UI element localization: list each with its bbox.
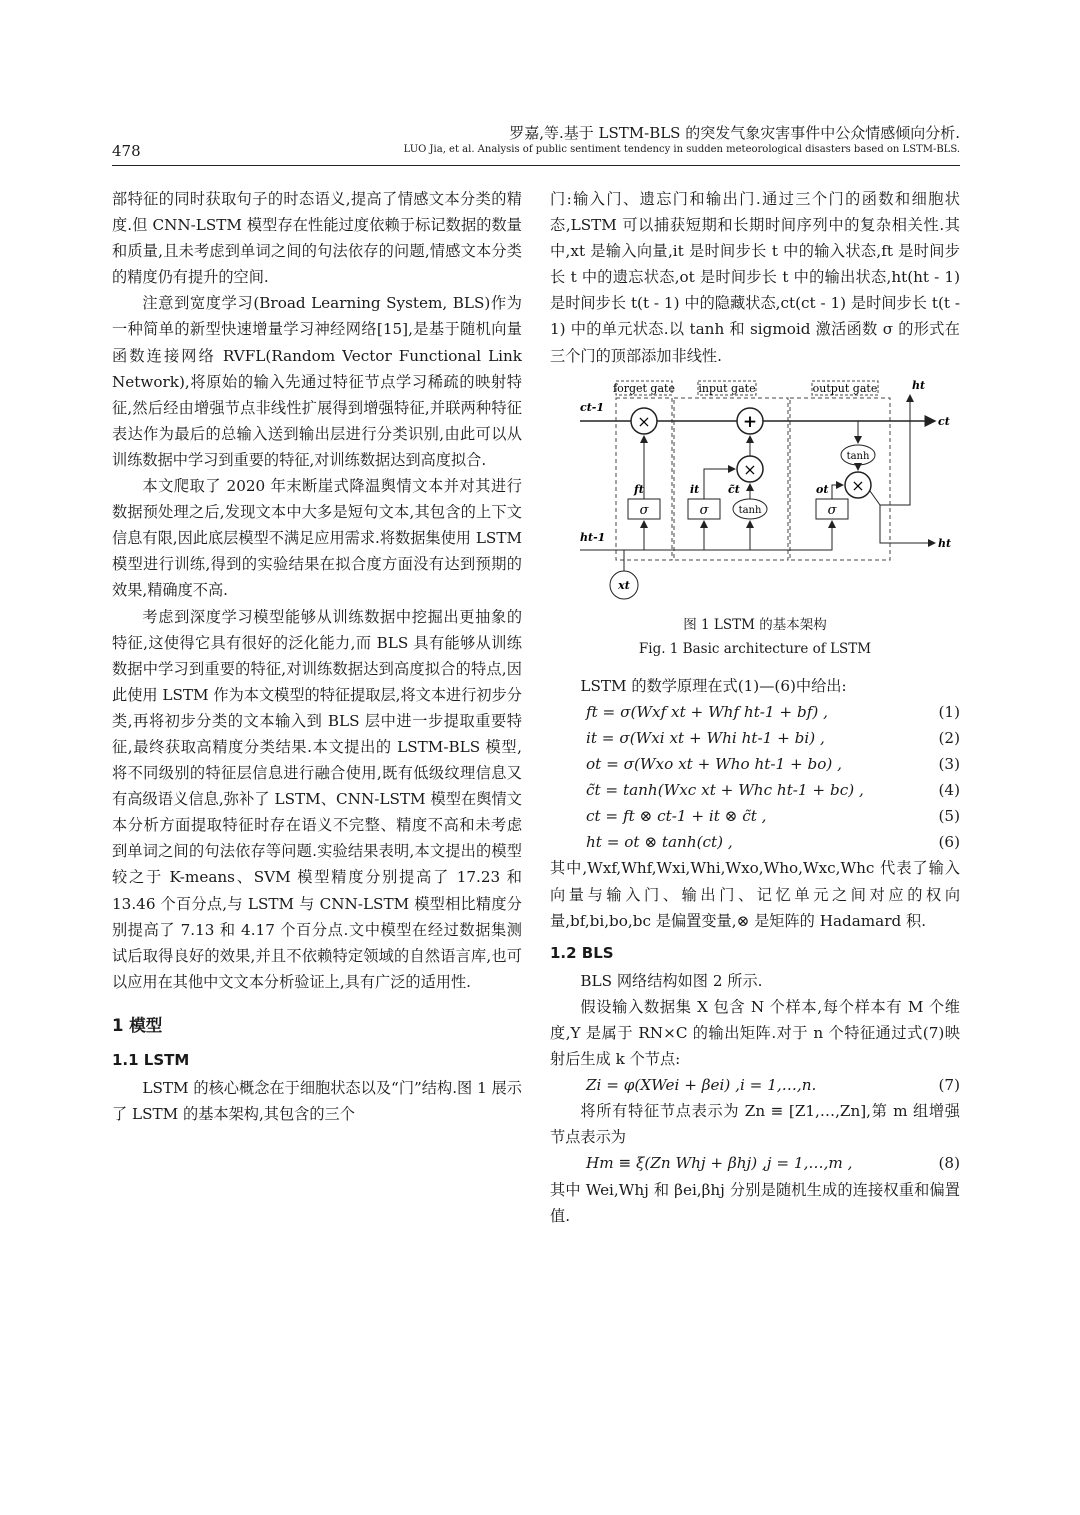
section-heading: 1 模型: [112, 1015, 163, 1035]
o-t-label: ot: [816, 482, 829, 496]
sigma-label: σ: [699, 502, 709, 518]
paragraph: 考虑到深度学习模型能够从训练数据中挖掘出更抽象的特征,这使得它具有很好的泛化能力,而 BLS 具有能够从训练数据中学习到重要的特征,对训练数据达到高度拟合的特点,因此使用 LSTM 作为本文模型的特征提取层,将文本进行初步分类,再将初步分类的文本输入到 BLS 层中进一步提取重要特征,最终获取高精度分类结果.本文提出的 LSTM-BLS 模型,将不同级别的特征层信息进行融合使用,既有低级纹理信息又有高级语义信息,弥补了 LSTM、CNN-LSTM 模型在舆情文本分析方面提取特征时存在语义不完整、精度不高和未考虑到单词之间的句法依存等问题.实验结果表明,本文提出的模型较之于 K-means、SVM 模型精度分别提高了 17.23 和 13.46 个百分点,与 LSTM 与 CNN-LSTM 模型相比精度分别提高了 7.13 和 4.17 个百分点.文中模型在经过数据集测试后取得良好的效果,并且不依赖特定领域的自然语言库,也可以应用在其他中文文本分析验证上,具有广泛的适用性.: [112, 607, 522, 991]
paragraph: 其中 Wei,Whj 和 βei,βhj 分别是随机生成的连接权重和偏置值.: [550, 1180, 960, 1225]
equation: Zi = φ(XWei + βei) ,i = 1,…,n. (7): [586, 1076, 960, 1095]
equation: Hm ≡ ξ(Zn Whj + βhj) ,j = 1,…,m , (8): [586, 1154, 960, 1173]
c-prev-label: ct-1: [580, 400, 604, 414]
tanh-label: tanh: [738, 504, 762, 516]
tanh-label: tanh: [846, 450, 870, 462]
equation: ht = ot ⊗ tanh(ct) , (6): [586, 833, 960, 852]
paragraph: 其中,Wxf,Whf,Wxi,Whi,Wxo,Who,Wxc,Whc 代表了输入向量与输入门、输出门、记忆单元之间对应的权向量,bf,bi,bo,bc 是偏置变量,⊗ 是矩阵的 Hadamard 积.: [550, 859, 960, 930]
paragraph: 部特征的同时获取句子的时态语义,提高了情感文本分类的精度.但 CNN-LSTM 模型存在性能过度依赖于标记数据的数量和质量,且未考虑到单词之间的句法依存的问题,情感文本分类的精度仍有提升的空间.: [112, 190, 522, 287]
lstm-diagram: [550, 375, 960, 605]
paragraph: 将所有特征节点表示为 Zn ≡ [Z1,…,Zn],第 m 组增强节点表示为: [550, 1102, 960, 1147]
paragraph: 注意到宽度学习(Broad Learning System, BLS)作为一种简单的新型快速增量学习神经网络[15],是基于随机向量函数连接网络 RVFL(Random Vector Functional Link Network),将原始的输入先通过特征节点学习稀疏的映射特征,然后经由增强节点非线性扩展得到增强特征,并联两种特征表达作为最后的总输入送到输出层进行分类识别,由此可以从训练数据中学习到重要的特征,对训练数据达到高度拟合.: [112, 294, 522, 469]
i-t-label: it: [690, 482, 700, 496]
c-tilde-label: c̃t: [728, 482, 740, 496]
paragraph: LSTM 的数学原理在式(1)—(6)中给出:: [580, 676, 847, 695]
running-title-en: LUO Jia, et al. Analysis of public sentiment tendency in sudden meteorological disasters based on LSTM-BLS.: [403, 144, 960, 155]
equation: it = σ(Wxi xt + Whi ht-1 + bi) , (2): [586, 728, 960, 747]
figure-caption-en: Fig. 1 Basic architecture of LSTM: [638, 640, 872, 657]
input-gate-label: input gate: [698, 381, 756, 395]
plus-icon: +: [742, 411, 758, 432]
sigma-label: σ: [827, 502, 837, 518]
equation: ct = ft ⊗ ct-1 + it ⊗ c̃t , (5): [586, 807, 960, 826]
paragraph: 本文爬取了 2020 年末断崖式降温舆情文本并对其进行数据预处理之后,发现文本中大多是短句文本,其包含的上下文信息有限,因此底层模型不满足应用需求.将数据集使用 LSTM 模型进行训练,得到的实验结果在拟合度方面没有达到预期的效果,精确度不高.: [112, 477, 522, 600]
running-title-cn: 罗嘉,等.基于 LSTM-BLS 的突发气象灾害事件中公众情感倾向分析.: [509, 124, 960, 142]
input-gate-box: [674, 398, 788, 560]
equation: c̃t = tanh(Wxc xt + Whc ht-1 + bc) , (4): [586, 781, 960, 800]
lstm-figure: [550, 375, 960, 661]
sigma-label: σ: [639, 502, 649, 518]
c-t-label: ct: [938, 414, 950, 428]
equation: ft = σ(Wxf xt + Whf ht-1 + bf) , (1): [586, 702, 960, 721]
paragraph: BLS 网络结构如图 2 所示.: [580, 971, 763, 990]
header-rule: [112, 165, 960, 166]
subsection-heading: 1.1 LSTM: [112, 1051, 190, 1069]
h-t-top-label: ht: [912, 378, 926, 392]
paragraph: 门:输入门、遗忘门和输出门.通过三个门的函数和细胞状态,LSTM 可以捕获短期和长期时间序列中的复杂相关性.其中,xt 是输入向量,it 是时间步长 t 中的输入状态,ft 是时间步长 t 中的遗忘状态,ot 是时间步长 t 中的输出状态,ht(ht - 1) 是时间步长 t(t - 1) 中的隐藏状态,ct(ct - 1) 是时间步长 t(t - 1) 中的单元状态.以 tanh 和 sigmoid 激活函数 σ 的形式在三个门的顶部添加非线性.: [550, 190, 960, 365]
h-t-right-label: ht: [938, 536, 952, 550]
multiply-icon: ×: [743, 459, 757, 479]
forget-gate-label: forget gate: [613, 381, 675, 395]
multiply-icon: ×: [851, 475, 865, 495]
figure-caption-cn: 图 1 LSTM 的基本架构: [683, 616, 827, 633]
paragraph: 假设输入数据集 X 包含 N 个样本,每个样本有 M 个维度,Y 是属于 RN×C 的输出矩阵.对于 n 个特征通过式(7)映射后生成 k 个节点:: [550, 997, 960, 1069]
left-column: [112, 186, 522, 1127]
page-number: 478: [112, 142, 141, 160]
multiply-icon: ×: [637, 411, 651, 431]
right-column: [550, 186, 960, 1229]
f-t-label: ft: [634, 482, 644, 496]
equation: ot = σ(Wxo xt + Who ht-1 + bo) , (3): [586, 755, 960, 774]
x-t-label: xt: [618, 578, 630, 592]
output-gate-label: output gate: [812, 381, 878, 395]
output-gate-box: [790, 398, 890, 560]
subsection-heading: 1.2 BLS: [550, 943, 614, 962]
h-prev-label: ht-1: [580, 530, 606, 544]
paragraph: LSTM 的核心概念在于细胞状态以及“门”结构.图 1 展示了 LSTM 的基本架构,其包含的三个: [112, 1079, 522, 1124]
